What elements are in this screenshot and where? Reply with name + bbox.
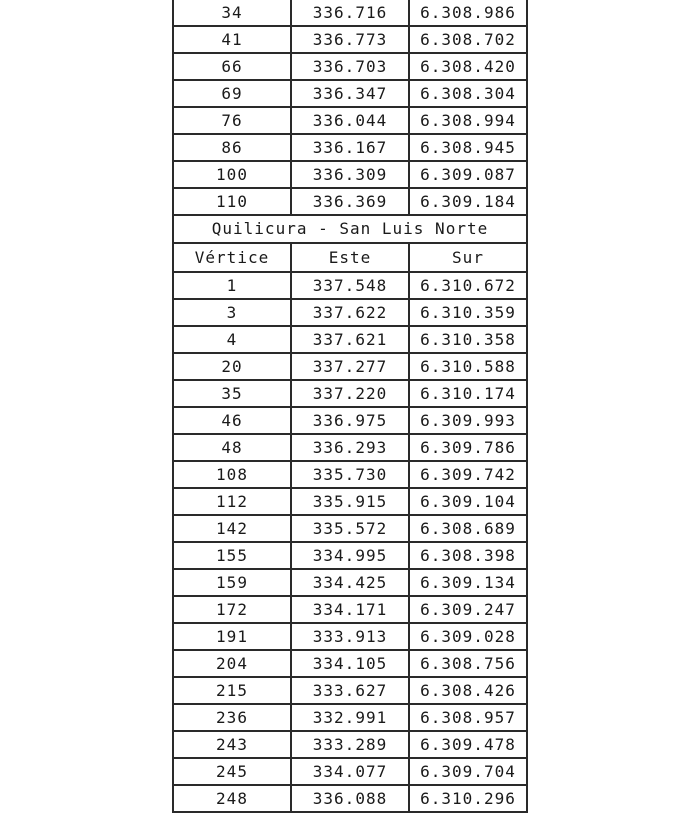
table-row [173, 488, 527, 515]
table-row [173, 380, 527, 407]
cell-vertice: 110 [173, 188, 291, 215]
cell-este: 335.572 [291, 515, 409, 542]
cell-este: 334.171 [291, 596, 409, 623]
table-row [173, 0, 527, 26]
cell-vertice: 100 [173, 161, 291, 188]
cell-sur: 6.308.420 [409, 53, 527, 80]
cell-vertice: 20 [173, 353, 291, 380]
table-row [173, 542, 527, 569]
table-row [173, 623, 527, 650]
cell-sur: 6.308.426 [409, 677, 527, 704]
table-row [173, 515, 527, 542]
cell-vertice: 248 [173, 785, 291, 812]
table-row [173, 461, 527, 488]
section-title-row [173, 215, 527, 243]
cell-sur: 6.310.296 [409, 785, 527, 812]
cell-vertice: 215 [173, 677, 291, 704]
table-row [173, 107, 527, 134]
cell-vertice: 34 [173, 0, 291, 26]
cell-vertice: 69 [173, 80, 291, 107]
cell-sur: 6.310.588 [409, 353, 527, 380]
cell-este: 337.220 [291, 380, 409, 407]
cell-vertice: 86 [173, 134, 291, 161]
cell-sur: 6.308.957 [409, 704, 527, 731]
cell-vertice: 155 [173, 542, 291, 569]
cell-vertice: 191 [173, 623, 291, 650]
cell-sur: 6.310.358 [409, 326, 527, 353]
header-vertice: Vértice [173, 243, 291, 272]
cell-este: 335.915 [291, 488, 409, 515]
cell-vertice: 159 [173, 569, 291, 596]
cell-sur: 6.310.359 [409, 299, 527, 326]
cell-sur: 6.308.986 [409, 0, 527, 26]
cell-este: 337.277 [291, 353, 409, 380]
table-row [173, 353, 527, 380]
cell-sur: 6.310.174 [409, 380, 527, 407]
cell-vertice: 108 [173, 461, 291, 488]
cell-este: 336.975 [291, 407, 409, 434]
cell-este: 332.991 [291, 704, 409, 731]
cell-este: 336.703 [291, 53, 409, 80]
table-row [173, 53, 527, 80]
cell-sur: 6.309.247 [409, 596, 527, 623]
cell-este: 336.369 [291, 188, 409, 215]
cell-sur: 6.308.756 [409, 650, 527, 677]
table-row [173, 407, 527, 434]
cell-vertice: 1 [173, 272, 291, 299]
cell-este: 337.621 [291, 326, 409, 353]
cell-vertice: 142 [173, 515, 291, 542]
cell-sur: 6.308.304 [409, 80, 527, 107]
cell-sur: 6.309.087 [409, 161, 527, 188]
quilicura-section [173, 215, 527, 272]
cell-sur: 6.308.945 [409, 134, 527, 161]
cell-vertice: 204 [173, 650, 291, 677]
cell-este: 337.548 [291, 272, 409, 299]
header-este: Este [291, 243, 409, 272]
table-row [173, 704, 527, 731]
cell-vertice: 35 [173, 380, 291, 407]
table-row [173, 569, 527, 596]
section-title: Quilicura - San Luis Norte [173, 215, 527, 243]
cell-vertice: 48 [173, 434, 291, 461]
quilicura-rows [173, 272, 527, 812]
cell-este: 333.289 [291, 731, 409, 758]
cell-vertice: 76 [173, 107, 291, 134]
table-row [173, 161, 527, 188]
table-row [173, 272, 527, 299]
cell-este: 334.077 [291, 758, 409, 785]
previous-section-rows [173, 0, 527, 215]
cell-sur: 6.309.134 [409, 569, 527, 596]
cell-este: 336.773 [291, 26, 409, 53]
cell-este: 333.913 [291, 623, 409, 650]
table-row [173, 677, 527, 704]
cell-vertice: 245 [173, 758, 291, 785]
cell-sur: 6.309.742 [409, 461, 527, 488]
column-header-row [173, 243, 527, 272]
table-row [173, 188, 527, 215]
cell-este: 336.309 [291, 161, 409, 188]
cell-sur: 6.310.672 [409, 272, 527, 299]
cell-vertice: 243 [173, 731, 291, 758]
cell-vertice: 66 [173, 53, 291, 80]
cell-este: 336.044 [291, 107, 409, 134]
cell-vertice: 236 [173, 704, 291, 731]
cell-sur: 6.308.398 [409, 542, 527, 569]
table-row [173, 596, 527, 623]
cell-sur: 6.309.786 [409, 434, 527, 461]
cell-este: 336.293 [291, 434, 409, 461]
cell-este: 333.627 [291, 677, 409, 704]
cell-vertice: 172 [173, 596, 291, 623]
table-row [173, 326, 527, 353]
cell-este: 336.088 [291, 785, 409, 812]
cell-este: 334.105 [291, 650, 409, 677]
cell-vertice: 3 [173, 299, 291, 326]
cell-vertice: 112 [173, 488, 291, 515]
cell-sur: 6.309.478 [409, 731, 527, 758]
cell-vertice: 41 [173, 26, 291, 53]
cell-este: 337.622 [291, 299, 409, 326]
cell-sur: 6.309.993 [409, 407, 527, 434]
cell-este: 334.425 [291, 569, 409, 596]
cell-sur: 6.309.184 [409, 188, 527, 215]
cell-sur: 6.308.702 [409, 26, 527, 53]
table-row [173, 650, 527, 677]
cell-este: 335.730 [291, 461, 409, 488]
table-row [173, 731, 527, 758]
table-row [173, 134, 527, 161]
table-row [173, 758, 527, 785]
coordinates-table [172, 0, 528, 813]
cell-sur: 6.309.704 [409, 758, 527, 785]
cell-este: 336.167 [291, 134, 409, 161]
cell-sur: 6.309.104 [409, 488, 527, 515]
table-row [173, 299, 527, 326]
table-row [173, 26, 527, 53]
cell-este: 334.995 [291, 542, 409, 569]
cell-sur: 6.308.689 [409, 515, 527, 542]
cell-sur: 6.309.028 [409, 623, 527, 650]
table-row [173, 434, 527, 461]
cell-vertice: 4 [173, 326, 291, 353]
cell-sur: 6.308.994 [409, 107, 527, 134]
cell-este: 336.347 [291, 80, 409, 107]
cell-vertice: 46 [173, 407, 291, 434]
table-row [173, 785, 527, 812]
table-row [173, 80, 527, 107]
cell-este: 336.716 [291, 0, 409, 26]
coordinates-document [172, 0, 526, 813]
header-sur: Sur [409, 243, 527, 272]
